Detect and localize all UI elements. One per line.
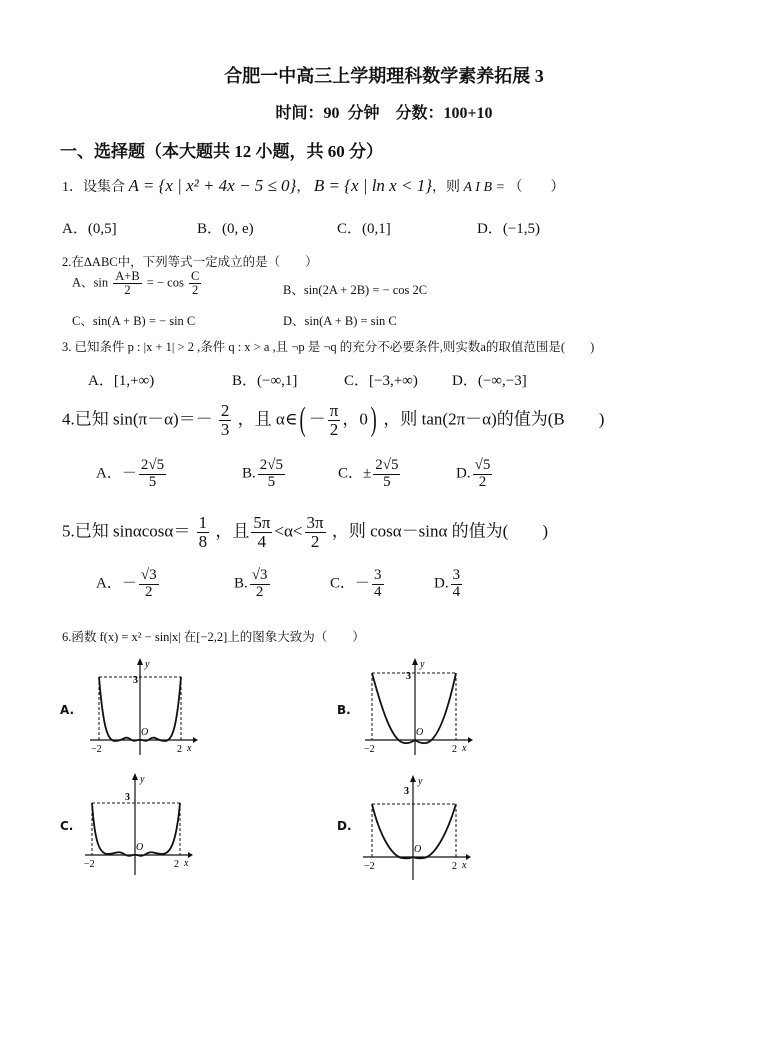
q1-option-c[interactable]: C．(0,1]: [337, 221, 391, 237]
q6-graph-c[interactable]: [80, 770, 195, 878]
q1-text2: ，则: [432, 180, 460, 195]
question-5: [62, 514, 548, 551]
origin-label: O: [136, 842, 144, 853]
x-axis-label: x: [462, 860, 467, 871]
q2-a-mid: = − cos: [146, 275, 184, 290]
origin-label: O: [414, 844, 422, 855]
q5-fraction-2: [251, 514, 272, 551]
q4-f2-num: π: [329, 401, 339, 420]
curve: [372, 673, 456, 743]
q1-paren: （ ）: [508, 180, 565, 195]
x-axis-arrow-icon: [466, 854, 471, 860]
question-6: [62, 627, 365, 645]
q5-f3-den: 2: [310, 531, 320, 551]
q5-b-num: √3: [251, 567, 268, 583]
origin-label: O: [416, 727, 424, 738]
q4-f2-den: 2: [329, 419, 339, 439]
q4-text3: ，则 tan(2π－α)的值为(B ): [383, 409, 605, 429]
q4-fraction-1: [219, 402, 232, 439]
q4-c-den: 5: [383, 473, 391, 490]
q4-a-den: 5: [148, 473, 157, 490]
x-axis-arrow-icon: [468, 737, 473, 743]
q2-a-num2: C: [190, 269, 200, 283]
question-2: [62, 252, 318, 270]
q3-option-c[interactable]: C．[−3,+∞): [344, 373, 418, 389]
q1-expr: A I B =: [463, 180, 505, 195]
q4-d-num: √5: [474, 457, 491, 473]
q5-option-c[interactable]: [330, 568, 386, 601]
q6-graph-d[interactable]: [358, 772, 473, 882]
y-tick-3: 3: [406, 671, 411, 682]
q4-option-d[interactable]: [456, 458, 494, 491]
y-axis-label: y: [418, 776, 423, 787]
q5-text4: ，则 cosα－sinα 的值为( ): [331, 521, 548, 541]
q4-d-label: D.: [456, 465, 471, 482]
x-label-left: −2: [84, 859, 95, 870]
q5-f1-num: 1: [198, 513, 208, 532]
q4-open-paren: (: [299, 401, 307, 439]
q5-fraction-3: [305, 514, 326, 551]
q5-f2-num: 5π: [253, 513, 271, 532]
page-title: 合肥一中高三上学期理科数学素养拓展 3: [224, 66, 544, 86]
q5-a-den: 2: [144, 583, 153, 600]
question-1: [62, 176, 564, 196]
x-label-left: −2: [364, 744, 375, 755]
q3-number: 3.: [62, 340, 72, 354]
q6-graph-a-label[interactable]: A.: [60, 703, 75, 717]
q5-a-num: √3: [140, 567, 157, 583]
q4-b-label: B.: [242, 465, 256, 482]
q4-d-den: 2: [478, 473, 487, 490]
q6-stem: 函数 f(x) = x² − sin|x| 在[−2,2]上的图象大致为（ ）: [71, 630, 365, 644]
y-axis-label: y: [420, 659, 425, 670]
q2-a-fraction: [113, 270, 141, 297]
q5-f2-den: 4: [257, 531, 267, 551]
q2-option-d[interactable]: D、sin(A + B) = sin C: [283, 314, 397, 328]
q5-fraction-1: [197, 514, 210, 551]
q5-d-fraction: [451, 568, 463, 601]
y-axis-label: y: [145, 659, 150, 670]
q2-a-fraction2: [189, 270, 201, 297]
q6-graph-a[interactable]: [85, 655, 200, 760]
q5-c-den: 4: [374, 583, 382, 600]
q5-text2: ，且: [215, 521, 250, 541]
q4-option-c[interactable]: [338, 458, 402, 491]
q2-a-den: 2: [124, 283, 131, 298]
y-axis-arrow-icon: [132, 773, 138, 780]
origin-label: O: [141, 727, 149, 738]
q5-d-num: 3: [452, 567, 461, 583]
y-axis-arrow-icon: [410, 775, 416, 782]
question-4: [62, 402, 604, 439]
x-axis-label: x: [187, 743, 192, 754]
x-label-left: −2: [364, 861, 375, 872]
q1-set-b: B = {x | ln x < 1}: [313, 176, 432, 195]
q5-a-fraction: [139, 568, 159, 601]
q1-option-a[interactable]: A．(0,5]: [62, 221, 117, 237]
q3-option-a[interactable]: A．[1,+∞): [88, 373, 155, 389]
q5-b-fraction: [250, 568, 270, 601]
q4-c-label: C．±: [338, 465, 372, 482]
q5-b-label: B.: [234, 575, 248, 592]
y-axis-arrow-icon: [137, 658, 143, 665]
q4-text2: ，且 α∈: [237, 409, 298, 429]
y-tick-3: 3: [125, 792, 130, 803]
q2-a-num: A+B: [115, 269, 140, 283]
page-subtitle: 时间：90 分钟 分数：100+10: [275, 105, 493, 122]
q2-number: 2.: [62, 255, 72, 269]
q4-f2-post: ，0: [342, 409, 368, 429]
q1-sep: ，: [296, 180, 311, 195]
q4-f1-den: 3: [220, 419, 230, 439]
q5-d-den: 4: [452, 583, 461, 600]
q4-b-num: 2√5: [259, 457, 283, 473]
q4-c-num: 2√5: [375, 457, 399, 473]
q1-set-a: A = {x | x² + 4x − 5 ≤ 0}: [128, 176, 297, 195]
q5-f1-den: 8: [198, 531, 208, 551]
q2-option-a[interactable]: [72, 270, 203, 297]
x-label-right: 2: [174, 859, 179, 870]
y-axis-arrow-icon: [412, 658, 418, 665]
x-label-right: 2: [177, 744, 182, 755]
q5-f3-num: 3π: [306, 513, 324, 532]
q5-text1: 已知 sinαcosα＝: [74, 521, 191, 541]
q5-d-label: D.: [434, 575, 449, 592]
q5-c-num: 3: [374, 567, 382, 583]
q5-option-d[interactable]: [434, 568, 464, 601]
q1-text: 设集合: [83, 180, 125, 195]
y-axis-label: y: [140, 774, 145, 785]
x-label-left: −2: [91, 744, 102, 755]
question-3: [62, 337, 594, 355]
q5-number: 5.: [62, 521, 75, 541]
q5-option-a[interactable]: [96, 568, 161, 601]
x-label-right: 2: [452, 744, 457, 755]
q3-option-b[interactable]: B．(−∞,1]: [232, 373, 298, 389]
q6-graph-b-label[interactable]: B.: [337, 703, 351, 717]
q4-a-fraction: [139, 458, 166, 491]
x-axis-arrow-icon: [188, 852, 193, 858]
q6-graph-b[interactable]: [360, 655, 475, 760]
q4-f1-num: 2: [220, 401, 230, 420]
q3-option-d[interactable]: D．(−∞,−3]: [452, 373, 527, 389]
q4-a-label: A．－: [96, 465, 137, 482]
q2-stem: 在ΔABC中，下列等式一定成立的是（ ）: [71, 255, 318, 269]
q5-c-fraction: [372, 568, 384, 601]
q4-option-b[interactable]: [242, 458, 287, 491]
y-tick-3: 3: [133, 675, 138, 686]
q3-stem: 已知条件 p : |x + 1| > 2 ,条件 q : x > a ,且 ¬p 是 ¬q 的充分不必要条件,则实数a的取值范围是( ): [74, 340, 595, 354]
q2-option-b[interactable]: B、sin(2A + 2B) = − cos 2C: [283, 283, 428, 297]
q4-b-den: 5: [267, 473, 276, 490]
q6-graph-c-label[interactable]: C.: [60, 819, 74, 833]
x-axis-arrow-icon: [193, 737, 198, 743]
q4-option-a[interactable]: [96, 458, 168, 491]
q5-b-den: 2: [255, 583, 264, 600]
q4-d-fraction: [473, 458, 493, 491]
q5-a-label: A．－: [96, 575, 137, 592]
q6-number: 6.: [62, 630, 72, 644]
q5-c-label: C．－: [330, 575, 371, 592]
q2-a-prefix: A、sin: [72, 275, 109, 290]
q4-fraction-2: [328, 402, 341, 439]
q6-graph-d-label[interactable]: D.: [337, 819, 352, 833]
x-axis-label: x: [184, 858, 189, 869]
q5-text3: <α<: [274, 521, 303, 541]
q5-option-b[interactable]: [234, 568, 272, 601]
q2-a-den2: 2: [191, 283, 199, 298]
q1-number: 1．: [62, 180, 83, 195]
q4-close-paren: ): [370, 401, 377, 439]
q4-a-num: 2√5: [140, 457, 165, 473]
q4-c-fraction: [373, 458, 400, 491]
q1-option-b[interactable]: B．(0, e): [197, 221, 254, 237]
section-heading: 一、选择题（本大题共 12 小题，共 60 分）: [60, 142, 383, 161]
q4-f2-pre: －: [308, 409, 326, 429]
q1-option-d[interactable]: D．(−1,5): [477, 221, 541, 237]
q4-text1: 已知 sin(π－α)＝－: [74, 409, 213, 429]
q4-b-fraction: [258, 458, 285, 491]
x-label-right: 2: [452, 861, 457, 872]
y-tick-3: 3: [404, 786, 409, 797]
q4-number: 4.: [62, 409, 75, 429]
q2-option-c[interactable]: C、sin(A + B) = − sin C: [72, 314, 196, 328]
x-axis-label: x: [462, 743, 467, 754]
